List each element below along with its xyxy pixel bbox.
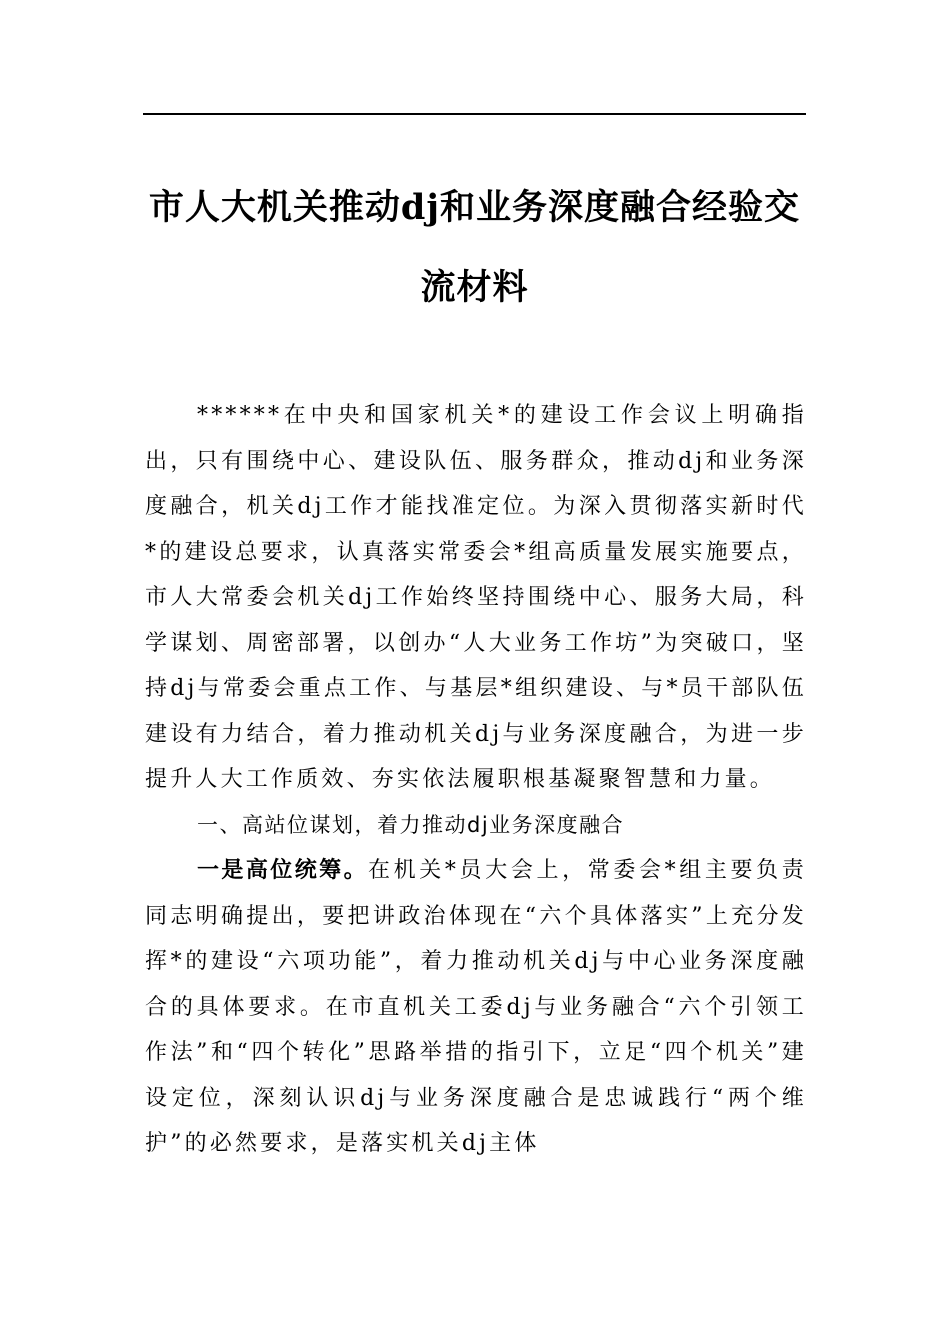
- title-line-1: 市人大机关推动dj和业务深度融合经验交: [148, 187, 801, 228]
- section-1-lead: 一是高位统筹。: [197, 858, 369, 883]
- title-line-2: 流材料: [420, 267, 529, 308]
- intro-paragraph: ******在中央和国家机关*的建设工作会议上明确指出，只有围绕中心、建设队伍、服务群众，推动dj和业务深度融合，机关dj工作才能找准定位。为深入贯彻落实新时代*的建设总要求，认真落实常委会*组高质量发展实施要点，市人大常委会机关dj工作始终坚持围绕中心、服务大局，科学谋划、周密部署，以创办“人大业务工作坊”为突破口，坚持dj与常委会重点工作、与基层*组织建设、与*员干部队伍建设有力结合，着力推动机关dj与业务深度融合，为进一步提升人大工作质效、夯实依法履职根基凝聚智慧和力量。: [145, 403, 807, 792]
- document-title: [143, 168, 806, 328]
- section-1-paragraph: [145, 848, 807, 1167]
- section-1-text: 在机关*员大会上，常委会*组主要负责同志明确提出，要把讲政治体现在“六个具体落实”上充分发挥*的建设“六项功能”，着力推动机关dj与中心业务深度融合的具体要求。在市直机关工委dj与业务融合“六个引领工作法”和“四个转化”思路举措的指引下，立足“四个机关”建设定位，深刻认识dj与业务深度融合是忠诚践行“两个维护”的必然要求，是落实机关dj主体: [145, 858, 807, 1156]
- header-rule: [143, 113, 806, 115]
- document-body: [145, 393, 807, 1167]
- section-heading-1: 一、高站位谋划，着力推动dj业务深度融合: [197, 812, 625, 837]
